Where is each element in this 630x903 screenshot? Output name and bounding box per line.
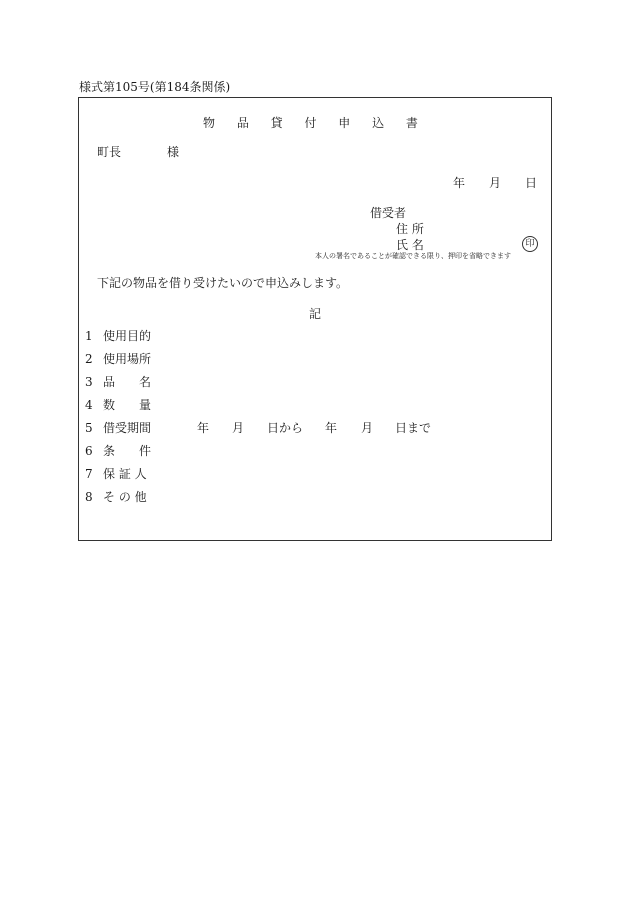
item-label-goods-name: 品 名 [103,375,152,389]
date-day-label: 日 [525,176,538,190]
addressee-suffix: 様 [167,145,180,159]
item-number: 4 [85,398,93,412]
period-from-day: 日から [267,421,304,435]
date-month-label: 月 [489,176,502,190]
borrower-address-label: 住 所 [396,222,424,236]
item-label-period: 借受期間 [103,421,152,435]
item-label-quantity: 数 量 [103,398,152,412]
ki-heading: 記 [308,307,321,321]
item-number: 1 [85,329,93,343]
item-label-conditions: 条 件 [103,444,152,458]
item-label-purpose: 使用目的 [103,329,152,343]
request-statement: 下記の物品を借り受けたいので申込みします。 [97,276,349,290]
form-number: 様式第105号(第184条関係) [79,80,231,94]
form-title: 物 品 貸 付 申 込 書 [203,116,427,130]
application-form [78,97,552,541]
addressee-town: 町長 [97,145,122,159]
period-to-day: 日まで [395,421,432,435]
item-number: 7 [85,467,93,481]
item-label-guarantor: 保 証 人 [103,467,147,481]
item-label-other: そ の 他 [103,490,147,504]
seal-icon: 印 [522,236,538,252]
period-from-month: 月 [232,421,245,435]
item-label-place: 使用場所 [103,352,152,366]
borrower-name-label: 氏 名 [396,238,424,252]
item-number: 3 [85,375,93,389]
item-number: 2 [85,352,93,366]
period-from-year: 年 [197,421,210,435]
item-number: 6 [85,444,93,458]
date-year-label: 年 [453,176,466,190]
item-number: 8 [85,490,93,504]
item-number: 5 [85,421,93,435]
period-to-month: 月 [361,421,374,435]
seal-note: 本人の署名であることが確認できる限り、押印を省略できます [315,252,511,260]
borrower-label: 借受者 [370,206,407,220]
period-to-year: 年 [325,421,338,435]
